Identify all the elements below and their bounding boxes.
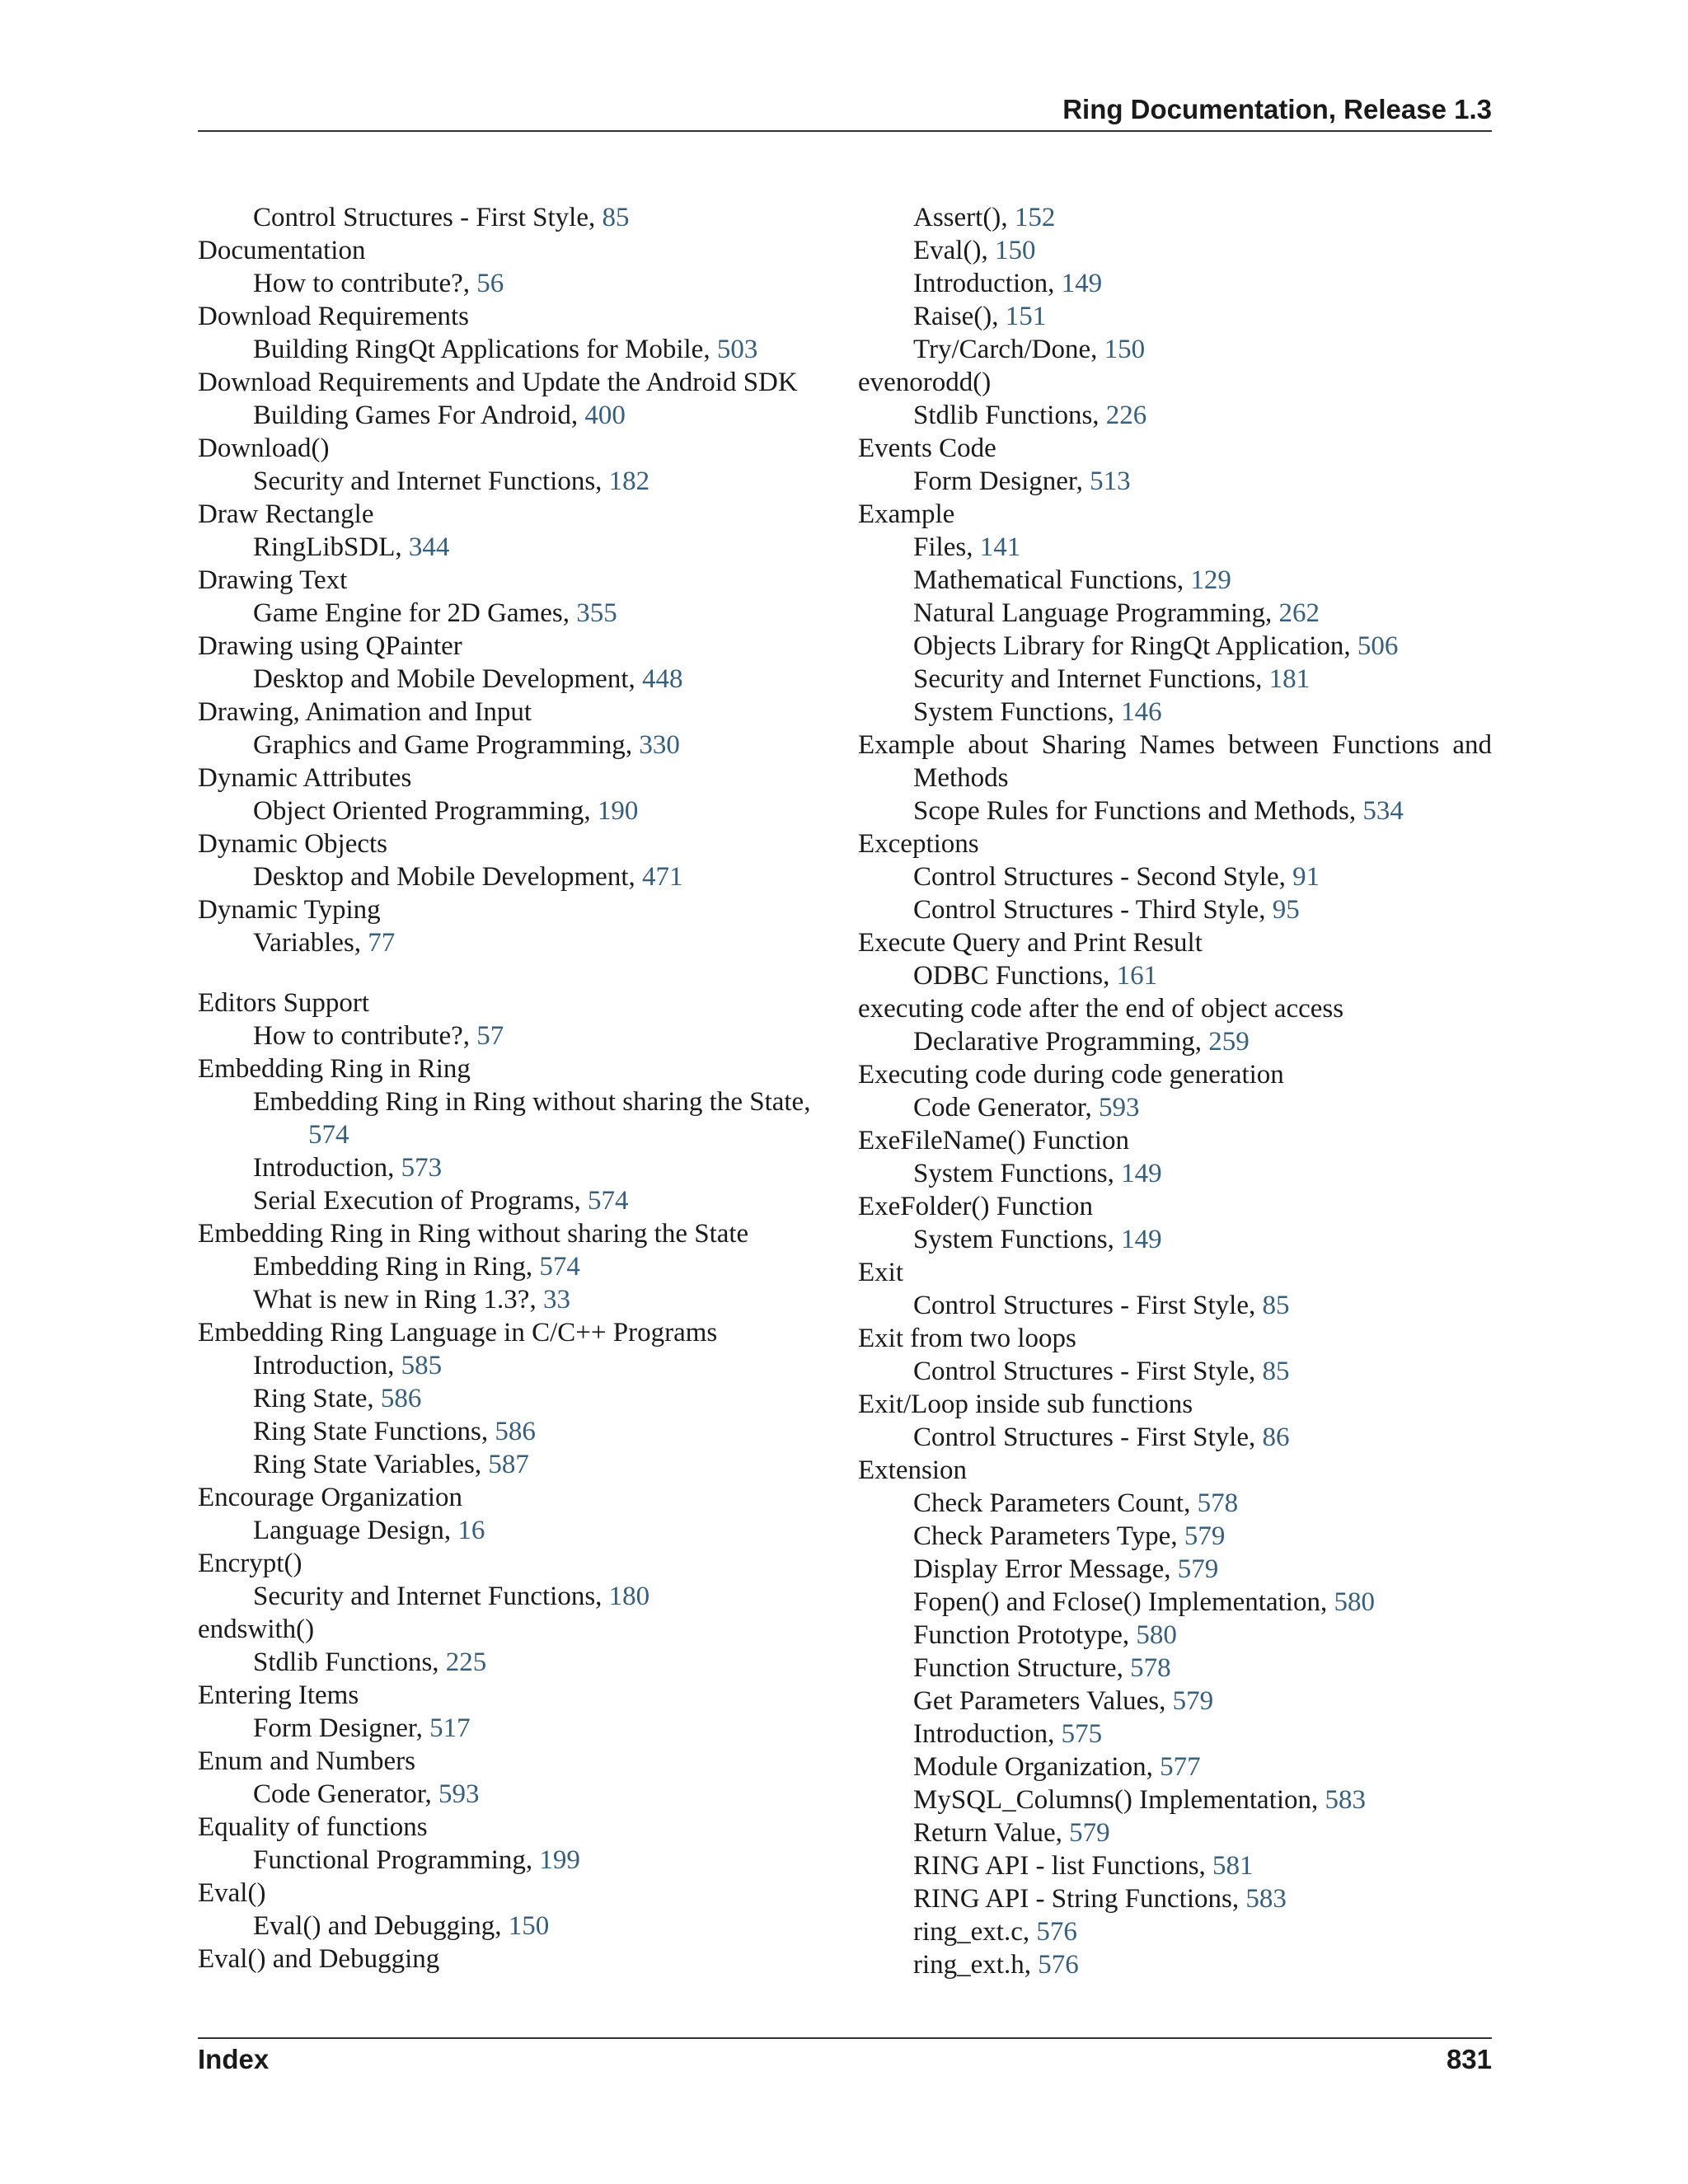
- index-subentry: System Functions, 149: [913, 1225, 1162, 1254]
- footer-rule: [198, 2037, 1492, 2039]
- index-term-text: Execute Query and Print Result: [858, 928, 1203, 958]
- index-subentry-text: Ring State Functions: [253, 1417, 481, 1446]
- index-subentry: ring_ext.h, 576: [913, 1950, 1079, 1980]
- letter-group-gap: [198, 959, 832, 987]
- index-term: [198, 1877, 832, 1910]
- index-subentry: System Functions, 149: [913, 1159, 1162, 1188]
- index-subentry: Check Parameters Count, 578: [913, 1488, 1239, 1518]
- page-link[interactable]: 149: [1061, 269, 1103, 298]
- page-link[interactable]: 149: [1121, 1225, 1162, 1254]
- index-subentry-text: Game Engine for 2D Games: [253, 598, 563, 628]
- index-subentry: Building RingQt Applications for Mobile, 503: [253, 335, 758, 364]
- index-term: [198, 234, 832, 267]
- page-link[interactable]: 581: [1212, 1851, 1254, 1881]
- page-link[interactable]: 579: [1184, 1521, 1226, 1551]
- index-subentry: Scope Rules for Functions and Methods, 534: [913, 796, 1404, 826]
- page-link[interactable]: 226: [1105, 401, 1147, 430]
- page-link[interactable]: 355: [576, 598, 617, 628]
- index-subentry-text: Introduction: [913, 1719, 1048, 1749]
- page-link[interactable]: 141: [979, 532, 1021, 562]
- page-link[interactable]: 91: [1292, 862, 1320, 892]
- page-link[interactable]: 150: [508, 1911, 550, 1941]
- index-term-text: ExeFolder() Function: [858, 1192, 1094, 1221]
- index-term: [198, 987, 832, 1019]
- index-term-text: Dynamic Objects: [198, 829, 388, 859]
- page-link[interactable]: 129: [1190, 565, 1231, 595]
- index-subentry-text: Security and Internet Functions: [253, 466, 596, 496]
- page-link[interactable]: 400: [584, 401, 626, 430]
- index-subentry: System Functions, 146: [913, 697, 1162, 727]
- index-subentry-text: System Functions: [913, 697, 1108, 727]
- index-subentry-text: Code Generator: [253, 1779, 425, 1809]
- index-term-text: evenorodd(): [858, 368, 992, 397]
- index-subentry: Ring State Functions, 586: [253, 1417, 536, 1446]
- index-subentry: Fopen() and Fclose() Implementation, 580: [913, 1587, 1375, 1617]
- index-term: [198, 762, 832, 794]
- page-link[interactable]: 593: [1099, 1093, 1140, 1122]
- page-link[interactable]: 506: [1357, 631, 1399, 661]
- index-term: [198, 1217, 832, 1250]
- index-subentry-text: Function Structure: [913, 1653, 1117, 1683]
- index-term-text: Embedding Ring in Ring without sharing the State: [198, 1219, 749, 1249]
- index-term: [198, 1679, 832, 1712]
- index-term: [198, 432, 832, 465]
- page-link[interactable]: 152: [1014, 203, 1056, 232]
- index-term: [198, 1481, 832, 1514]
- index-subentry: Embedding Ring in Ring without sharing the State, 574: [253, 1087, 811, 1150]
- page-link[interactable]: 86: [1262, 1422, 1290, 1452]
- index-term: [198, 366, 832, 399]
- page-link[interactable]: 150: [994, 236, 1036, 265]
- index-term: [858, 1190, 1492, 1223]
- index-subentry-text: Function Prototype: [913, 1620, 1123, 1650]
- index-subentry: Desktop and Mobile Development, 471: [253, 862, 683, 892]
- index-subentry-text: Try/Carch/Done: [913, 335, 1091, 364]
- page-link[interactable]: 190: [597, 796, 639, 826]
- index-subentry-text: RING API - list Functions: [913, 1851, 1199, 1881]
- page-link[interactable]: 587: [488, 1450, 529, 1479]
- index-subentry-text: Return Value: [913, 1818, 1056, 1848]
- index-subentry: Form Designer, 517: [253, 1713, 471, 1743]
- page-link[interactable]: 585: [401, 1351, 443, 1380]
- index-term-text: Dynamic Attributes: [198, 763, 412, 793]
- page-link[interactable]: 151: [1005, 302, 1047, 331]
- index-subentry-text: Desktop and Mobile Development: [253, 664, 629, 694]
- page-link[interactable]: 513: [1090, 466, 1131, 496]
- index-subentry-text: Introduction: [253, 1153, 388, 1183]
- index-term-text: Events Code: [858, 434, 996, 463]
- index-subentry-text: Check Parameters Type: [913, 1521, 1171, 1551]
- index-subentry-text: Control Structures - Third Style: [913, 895, 1259, 925]
- index-subentry-text: Ring State: [253, 1384, 368, 1413]
- running-header-title: Ring Documentation, Release 1.3: [1062, 94, 1492, 124]
- index-subentry-text: Graphics and Game Programming: [253, 730, 626, 760]
- page-link[interactable]: 583: [1245, 1884, 1287, 1914]
- index-term: [198, 1943, 832, 1975]
- index-term: [858, 366, 1492, 399]
- index-term-text: Exit from two loops: [858, 1324, 1076, 1353]
- index-term: [198, 696, 832, 729]
- index-subentry: Introduction, 585: [253, 1351, 443, 1380]
- index-subentry-text: Embedding Ring in Ring: [253, 1252, 526, 1282]
- index-subentry: Building Games For Android, 400: [253, 401, 626, 430]
- index-subentry-text: Raise(): [913, 302, 992, 331]
- index-term-text: Embedding Ring in Ring: [198, 1054, 471, 1084]
- index-subentry: Language Design, 16: [253, 1516, 485, 1545]
- index-subentry: Functional Programming, 199: [253, 1845, 580, 1875]
- index-term-text: Draw Rectangle: [198, 499, 374, 529]
- index-subentry: Check Parameters Type, 579: [913, 1521, 1226, 1551]
- index-subentry: Control Structures - Third Style, 95: [913, 895, 1300, 925]
- page-link[interactable]: 576: [1038, 1950, 1079, 1980]
- index-subentry: Game Engine for 2D Games, 355: [253, 598, 617, 628]
- page-link[interactable]: 471: [642, 862, 683, 892]
- index-subentry-text: Eval() and Debugging: [253, 1911, 495, 1941]
- index-subentry-text: Objects Library for RingQt Application: [913, 631, 1344, 661]
- index-term-text: Download Requirements: [198, 302, 470, 331]
- index-subentry: Get Parameters Values, 579: [913, 1686, 1214, 1716]
- index-subentry: Try/Carch/Done, 150: [913, 335, 1146, 364]
- page-link[interactable]: 578: [1130, 1653, 1171, 1683]
- page-link[interactable]: 199: [539, 1845, 580, 1875]
- page-link[interactable]: 534: [1362, 796, 1404, 826]
- page-link[interactable]: 579: [1172, 1686, 1214, 1716]
- index-subentry-text: How to contribute?: [253, 269, 463, 298]
- index-subentry-text: Building Games For Android: [253, 401, 571, 430]
- page-link[interactable]: 593: [438, 1779, 480, 1809]
- index-term-text: Equality of functions: [198, 1812, 428, 1842]
- index-term-text: Drawing using QPainter: [198, 631, 462, 661]
- index-column-left: [198, 201, 832, 1975]
- page-link[interactable]: 182: [608, 466, 650, 496]
- index-subentry-text: Form Designer: [913, 466, 1076, 496]
- index-subentry: Return Value, 579: [913, 1818, 1110, 1848]
- index-term-text: Eval(): [198, 1878, 266, 1908]
- page-link[interactable]: 225: [445, 1647, 487, 1677]
- page-link[interactable]: 181: [1268, 664, 1311, 694]
- index-term: [858, 1058, 1492, 1091]
- index-term-text: Documentation: [198, 236, 366, 265]
- index-subentry-text: Declarative Programming: [913, 1027, 1195, 1057]
- index-subentry: Security and Internet Functions, 182: [253, 466, 650, 496]
- page-link[interactable]: 149: [1121, 1159, 1162, 1188]
- page-link[interactable]: 77: [368, 928, 396, 958]
- index-subentry: Serial Execution of Programs, 574: [253, 1186, 629, 1216]
- index-term: [198, 300, 832, 333]
- index-subentry-text: Display Error Message: [913, 1554, 1165, 1584]
- page-link[interactable]: 576: [1036, 1917, 1077, 1947]
- index-term: [198, 564, 832, 597]
- index-subentry: Object Oriented Programming, 190: [253, 796, 639, 826]
- index-subentry-text: Embedding Ring in Ring without sharing the State: [253, 1087, 804, 1117]
- page-link[interactable]: 579: [1069, 1818, 1110, 1848]
- index-term: [858, 1322, 1492, 1355]
- index-term-text: Editors Support: [198, 988, 370, 1018]
- page-link[interactable]: 330: [639, 730, 680, 760]
- page-link[interactable]: 16: [457, 1516, 485, 1545]
- page-link[interactable]: 57: [476, 1021, 504, 1051]
- index-subentry-text: Check Parameters Count: [913, 1488, 1184, 1518]
- index-subentry-text: Get Parameters Values: [913, 1686, 1160, 1716]
- index-term: [858, 992, 1492, 1025]
- header-rule: [198, 130, 1492, 132]
- index-term-text: Dynamic Typing: [198, 895, 381, 925]
- index-subentry: Objects Library for RingQt Application, 506: [913, 631, 1399, 661]
- index-term-text: executing code after the end of object access: [858, 994, 1344, 1024]
- index-subentry-text: Control Structures - Second Style: [913, 862, 1279, 892]
- page-link[interactable]: 575: [1061, 1719, 1103, 1749]
- index-subentry: Control Structures - Second Style, 91: [913, 862, 1320, 892]
- index-term: [198, 630, 832, 663]
- index-subentry: Raise(), 151: [913, 302, 1047, 331]
- index-subentry: What is new in Ring 1.3?, 33: [253, 1285, 570, 1315]
- index-subentry: Introduction, 575: [913, 1719, 1103, 1749]
- page-link[interactable]: 33: [542, 1285, 570, 1315]
- index-subentry: Security and Internet Functions, 181: [913, 664, 1311, 694]
- index-subentry-text: Language Design: [253, 1516, 444, 1545]
- index-subentry-text: Control Structures - First Style: [913, 1422, 1249, 1452]
- index-term-text: Exceptions: [858, 829, 979, 859]
- index-subentry: Form Designer, 513: [913, 466, 1131, 496]
- index-subentry-text: Introduction: [913, 269, 1048, 298]
- index-term: [198, 1613, 832, 1646]
- index-term-text: endswith(): [198, 1615, 315, 1644]
- index-term: [858, 1454, 1492, 1487]
- index-term: [198, 1811, 832, 1844]
- index-term: [858, 729, 1492, 794]
- page-link[interactable]: 573: [401, 1153, 443, 1183]
- index-subentry: Mathematical Functions, 129: [913, 565, 1231, 595]
- index-subentry: Natural Language Programming, 262: [913, 598, 1320, 628]
- index-subentry: Introduction, 149: [913, 269, 1103, 298]
- index-subentry: Security and Internet Functions, 180: [253, 1582, 650, 1611]
- footer-section-label: Index: [198, 2044, 270, 2074]
- index-subentry-text: Mathematical Functions: [913, 565, 1177, 595]
- index-subentry: Eval() and Debugging, 150: [253, 1911, 550, 1941]
- index-term: [858, 926, 1492, 959]
- index-subentry: Introduction, 573: [253, 1153, 443, 1183]
- index-subentry: Display Error Message, 579: [913, 1554, 1219, 1584]
- index-subentry: Control Structures - First Style, 85: [913, 1291, 1290, 1320]
- page-link[interactable]: 503: [716, 335, 758, 364]
- index-subentry: Control Structures - First Style, 85: [253, 203, 630, 232]
- page-link[interactable]: 586: [495, 1417, 536, 1446]
- page-link[interactable]: 150: [1104, 335, 1146, 364]
- index-term-text: Exit/Loop inside sub functions: [858, 1390, 1193, 1419]
- index-subentry-text: What is new in Ring 1.3?: [253, 1285, 530, 1315]
- index-subentry-text: Building RingQt Applications for Mobile: [253, 335, 704, 364]
- index-term: [858, 827, 1492, 860]
- page-link[interactable]: 580: [1136, 1620, 1177, 1650]
- page-link[interactable]: 56: [476, 269, 504, 298]
- page-link[interactable]: 578: [1197, 1488, 1239, 1518]
- index-subentry-text: ring_ext.c: [913, 1917, 1023, 1947]
- index-subentry-text: System Functions: [913, 1159, 1108, 1188]
- index-subentry-text: RingLibSDL: [253, 532, 396, 562]
- index-subentry-text: Fopen() and Fclose() Implementation: [913, 1587, 1320, 1617]
- index-subentry: Eval(), 150: [913, 236, 1036, 265]
- index-subentry-text: ring_ext.h: [913, 1950, 1025, 1980]
- page-link[interactable]: 517: [429, 1713, 471, 1743]
- index-term: [858, 1256, 1492, 1289]
- page-link[interactable]: 577: [1160, 1752, 1201, 1782]
- page-link[interactable]: 85: [1262, 1291, 1290, 1320]
- index-subentry: How to contribute?, 56: [253, 269, 504, 298]
- index-term-text: Extension: [858, 1455, 967, 1485]
- page-link[interactable]: 574: [588, 1186, 629, 1216]
- index-term: [858, 1388, 1492, 1421]
- index-subentry-text: Security and Internet Functions: [253, 1582, 596, 1611]
- index-subentry-text: Variables: [253, 928, 354, 958]
- index-term: [198, 1316, 832, 1349]
- index-term-text: Example: [858, 499, 955, 529]
- index-subentry-text: Eval(): [913, 236, 982, 265]
- index-term: [858, 432, 1492, 465]
- index-subentry: Control Structures - First Style, 85: [913, 1357, 1290, 1386]
- page-link[interactable]: 574: [308, 1120, 349, 1150]
- index-subentry-text: Module Organization: [913, 1752, 1146, 1782]
- index-term-text: Encrypt(): [198, 1549, 302, 1578]
- index-subentry: RING API - list Functions, 581: [913, 1851, 1254, 1881]
- index-subentry: Function Prototype, 580: [913, 1620, 1177, 1650]
- page-link[interactable]: 344: [408, 532, 450, 562]
- index-subentry-text: MySQL_Columns() Implementation: [913, 1785, 1312, 1815]
- index-subentry-text: Security and Internet Functions: [913, 664, 1256, 694]
- index-subentry-text: System Functions: [913, 1225, 1108, 1254]
- index-term-text: Download Requirements and Update the Android SDK: [198, 368, 798, 397]
- index-term-text: Entering Items: [198, 1680, 359, 1710]
- index-subentry: Declarative Programming, 259: [913, 1027, 1250, 1057]
- index-subentry: Function Structure, 578: [913, 1653, 1171, 1683]
- index-subentry-text: Control Structures - First Style: [913, 1357, 1249, 1386]
- page-link[interactable]: 85: [1262, 1357, 1290, 1386]
- index-subentry-text: Natural Language Programming: [913, 598, 1266, 628]
- index-term: [198, 498, 832, 531]
- index-subentry: Desktop and Mobile Development, 448: [253, 664, 683, 694]
- page-link[interactable]: 586: [380, 1384, 422, 1413]
- index-subentry: Embedding Ring in Ring, 574: [253, 1252, 580, 1282]
- index-subentry: MySQL_Columns() Implementation, 583: [913, 1785, 1367, 1815]
- index-subentry: Code Generator, 593: [913, 1093, 1140, 1122]
- index-subentry-text: Desktop and Mobile Development: [253, 862, 629, 892]
- index-subentry: Files, 141: [913, 532, 1021, 562]
- index-subentry-text: Stdlib Functions: [913, 401, 1093, 430]
- index-subentry-text: Control Structures - First Style: [913, 1291, 1249, 1320]
- page-link[interactable]: 262: [1278, 598, 1320, 628]
- index-subentry-text: Serial Execution of Programs: [253, 1186, 574, 1216]
- page-link[interactable]: 583: [1325, 1785, 1367, 1815]
- index-term: [198, 893, 832, 926]
- index-subentry-text: Assert(): [913, 203, 1001, 232]
- page-link[interactable]: 146: [1121, 697, 1162, 727]
- index-subentry-text: Introduction: [253, 1351, 388, 1380]
- index-term: [858, 1124, 1492, 1157]
- page-link[interactable]: 579: [1177, 1554, 1219, 1584]
- index-subentry-text: Ring State Variables: [253, 1450, 475, 1479]
- index-subentry: Stdlib Functions, 226: [913, 401, 1147, 430]
- index-term-text: Enum and Numbers: [198, 1746, 415, 1776]
- index-subentry-text: Object Oriented Programming: [253, 796, 584, 826]
- page-link[interactable]: 574: [539, 1252, 580, 1282]
- index-term: [858, 498, 1492, 531]
- index-term-text: Encourage Organization: [198, 1483, 463, 1512]
- index-subentry: RingLibSDL, 344: [253, 532, 450, 562]
- index-subentry: Ring State, 586: [253, 1384, 422, 1413]
- page-link[interactable]: 85: [602, 203, 630, 232]
- index-term: [198, 827, 832, 860]
- index-term-text: Exit: [858, 1258, 903, 1287]
- index-term-text: Executing code during code generation: [858, 1060, 1284, 1090]
- index-term: [198, 1547, 832, 1580]
- page-link[interactable]: 95: [1272, 895, 1300, 925]
- index-subentry: Ring State Variables, 587: [253, 1450, 529, 1479]
- page-link[interactable]: 448: [642, 664, 683, 694]
- index-subentry: Stdlib Functions, 225: [253, 1647, 487, 1677]
- index-subentry-text: Form Designer: [253, 1713, 416, 1743]
- index-subentry-text: How to contribute?: [253, 1021, 463, 1051]
- index-term-text: Example about Sharing Names between Functions and Methods: [858, 730, 1492, 793]
- index-subentry: Variables, 77: [253, 928, 396, 958]
- index-term-text: Eval() and Debugging: [198, 1944, 440, 1974]
- page-link[interactable]: 580: [1334, 1587, 1375, 1617]
- page-link[interactable]: 180: [608, 1582, 650, 1611]
- page-link[interactable]: 259: [1208, 1027, 1250, 1057]
- index-subentry-text: Stdlib Functions: [253, 1647, 433, 1677]
- index-subentry-text: Control Structures - First Style: [253, 203, 588, 232]
- index-subentry: ODBC Functions, 161: [913, 961, 1158, 991]
- index-subentry: Graphics and Game Programming, 330: [253, 730, 680, 760]
- index-subentry: RING API - String Functions, 583: [913, 1884, 1287, 1914]
- index-term: [198, 1052, 832, 1085]
- index-subentry-text: RING API - String Functions: [913, 1884, 1232, 1914]
- page-footer: [198, 2044, 1492, 2075]
- index-subentry: How to contribute?, 57: [253, 1021, 504, 1051]
- index-subentry: ring_ext.c, 576: [913, 1917, 1077, 1947]
- index-subentry-text: Functional Programming: [253, 1845, 526, 1875]
- index-subentry-text: Files: [913, 532, 967, 562]
- index-subentry: Code Generator, 593: [253, 1779, 480, 1809]
- index-term-text: Embedding Ring Language in C/C++ Programs: [198, 1318, 718, 1347]
- footer-page-number: 831: [1446, 2044, 1492, 2074]
- index-subentry: Control Structures - First Style, 86: [913, 1422, 1290, 1452]
- index-subentry-text: Code Generator: [913, 1093, 1085, 1122]
- index-subentry: Assert(), 152: [913, 203, 1056, 232]
- index-term-text: ExeFileName() Function: [858, 1126, 1130, 1155]
- index-term-text: Drawing, Animation and Input: [198, 697, 532, 727]
- index-term-text: Download(): [198, 434, 330, 463]
- index-subentry-text: ODBC Functions: [913, 961, 1104, 991]
- index-term-text: Drawing Text: [198, 565, 348, 595]
- index-term: [198, 1745, 832, 1778]
- index-column-right: [858, 201, 1492, 1981]
- index-subentry: Module Organization, 577: [913, 1752, 1201, 1782]
- page-link[interactable]: 161: [1116, 961, 1158, 991]
- index-subentry-text: Scope Rules for Functions and Methods: [913, 796, 1349, 826]
